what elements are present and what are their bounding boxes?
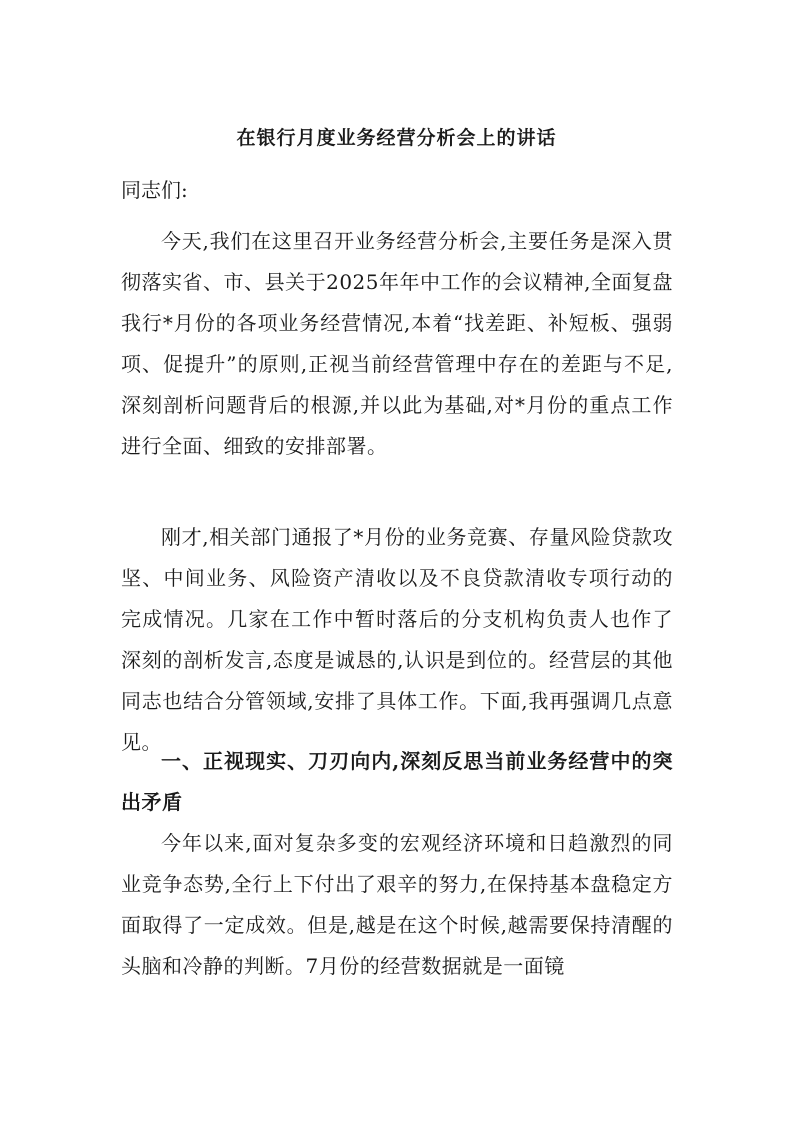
section-heading-1: 一、正视现实、刀刃向内,深刻反思当前业务经营中的突出矛盾	[121, 749, 673, 814]
salutation: 同志们:	[121, 178, 188, 202]
paragraph-review: 刚才,相关部门通报了*月份的业务竞赛、存量风险贷款攻坚、中间业务、风险资产清收以及不良贷款清收专项行动的完成情况。几家在工作中暂时落后的分支机构负责人也作了深刻的剖析发言,态度是诚恳的,认识是到位的。经营层的其他同志也结合分管领域,安排了具体工作。下面,我再强调几点意见。	[121, 525, 673, 754]
paragraph-section-1: 今年以来,面对复杂多变的宏观经济环境和日趋激烈的同业竞争态势,全行上下付出了艰辛的努力,在保持基本盘稳定方面取得了一定成效。但是,越是在这个时候,越需要保持清醒的头脑和冷静的判断。7月份的经营数据就是一面镜	[121, 831, 673, 978]
paragraph-opening: 今天,我们在这里召开业务经营分析会,主要任务是深入贯彻落实省、市、县关于2025年年中工作的会议精神,全面复盘我行*月份的各项业务经营情况,本着“找差距、补短板、强弱项、促提升”的原则,正视当前经营管理中存在的差距与不足,深刻剖析问题背后的根源,并以此为基础,对*月份的重点工作进行全面、细致的安排部署。	[121, 229, 673, 458]
document-title: 在银行月度业务经营分析会上的讲话	[236, 127, 557, 149]
